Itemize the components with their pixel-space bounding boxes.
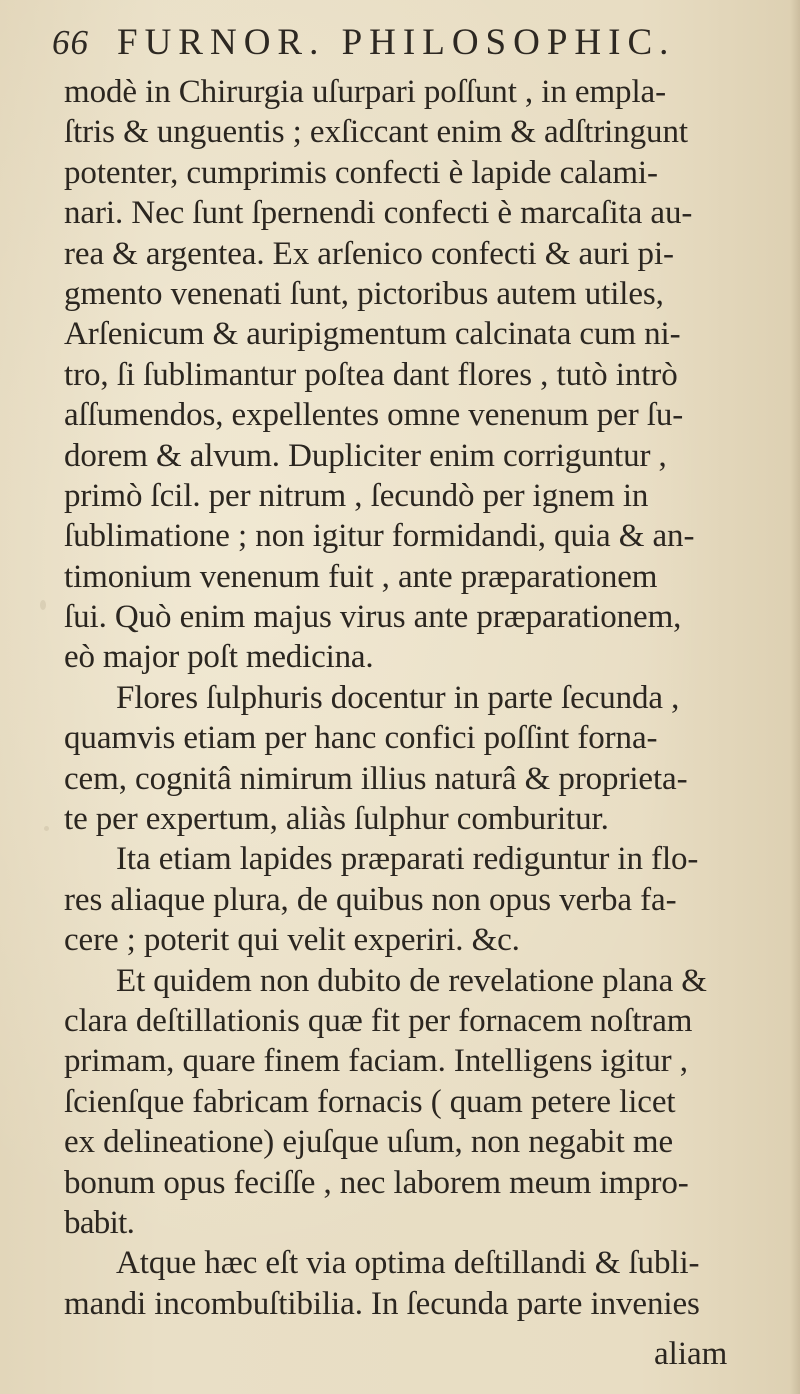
running-head [52, 20, 772, 66]
text-line: cere ; poterit qui velit experiri. &c. [64, 922, 520, 959]
paragraph-start-line: Flores ſulphuris docentur in parte ſecunda , [116, 679, 680, 716]
page-number: 66 [52, 23, 89, 62]
text-line: cem, cognitâ nimirum illius naturâ & proprieta- [64, 760, 688, 797]
text-line: bonum opus feciſſe , nec laborem meum impro- [64, 1164, 689, 1201]
text-line: ſcienſque fabricam fornacis ( quam petere licet [64, 1083, 676, 1120]
paper-stain [40, 600, 46, 610]
text-line: timonium venenum fuit , ante præparationem [64, 558, 658, 595]
text-line: potenter, cumprimis confecti è lapide calami- [64, 154, 658, 191]
body-text [64, 72, 794, 1324]
text-line: quamvis etiam per hanc confici poſſint forna- [64, 720, 658, 757]
text-line: gmento venenati ſunt, pictoribus autem utiles, [64, 275, 664, 312]
text-line: clara deſtillationis quæ fit per fornacem noſtram [64, 1002, 693, 1039]
text-line: tro, ſi ſublimantur poſtea dant flores , tutò intrò [64, 356, 678, 393]
catchword: aliam [654, 1336, 728, 1372]
text-line: Arſenicum & auripigmentum calcinata cum ni- [64, 316, 681, 353]
text-line: ſtris & unguentis ; exſiccant enim & adſtringunt [64, 114, 688, 151]
text-line: primò ſcil. per nitrum , ſecundò per ignem in [64, 477, 649, 514]
text-line: ex delineatione) ejuſque uſum, non negabit me [64, 1124, 674, 1161]
text-line: aſſumendos, expellentes omne venenum per ſu- [64, 397, 684, 434]
text-line: dorem & alvum. Dupliciter enim corriguntur , [64, 437, 667, 474]
paragraph-start-line: Et quidem non dubito de revelatione plana & [116, 962, 707, 999]
text-line: rea & argentea. Ex arſenico confecti & auri pi- [64, 235, 674, 272]
text-line: primam, quare finem faciam. Intelligens igitur , [64, 1043, 688, 1080]
text-line: res aliaque plura, de quibus non opus verba fa- [64, 881, 677, 918]
text-line: babit. [64, 1204, 135, 1241]
text-line: te per expertum, aliàs ſulphur comburitur. [64, 801, 609, 838]
paper-stain [44, 826, 49, 831]
text-line: eò major poſt medicina. [64, 639, 374, 676]
text-line: modè in Chirurgia uſurpari poſſunt , in empla- [64, 74, 666, 110]
paragraph-start-line: Atque hæc eſt via optima deſtillandi & ſubli- [116, 1245, 700, 1282]
running-title: FURNOR. PHILOSOPHIC. [117, 22, 676, 63]
text-line: ſublimatione ; non igitur formidandi, quia & an- [64, 518, 695, 555]
text-line: nari. Nec ſunt ſpernendi confecti è marcaſita au- [64, 195, 693, 232]
paragraph-start-line: Ita etiam lapides præparati rediguntur in flo- [116, 841, 699, 878]
text-line: ſui. Quò enim majus virus ante præparationem, [64, 599, 682, 636]
text-line: mandi incombuſtibilia. In ſecunda parte invenies [64, 1285, 700, 1322]
